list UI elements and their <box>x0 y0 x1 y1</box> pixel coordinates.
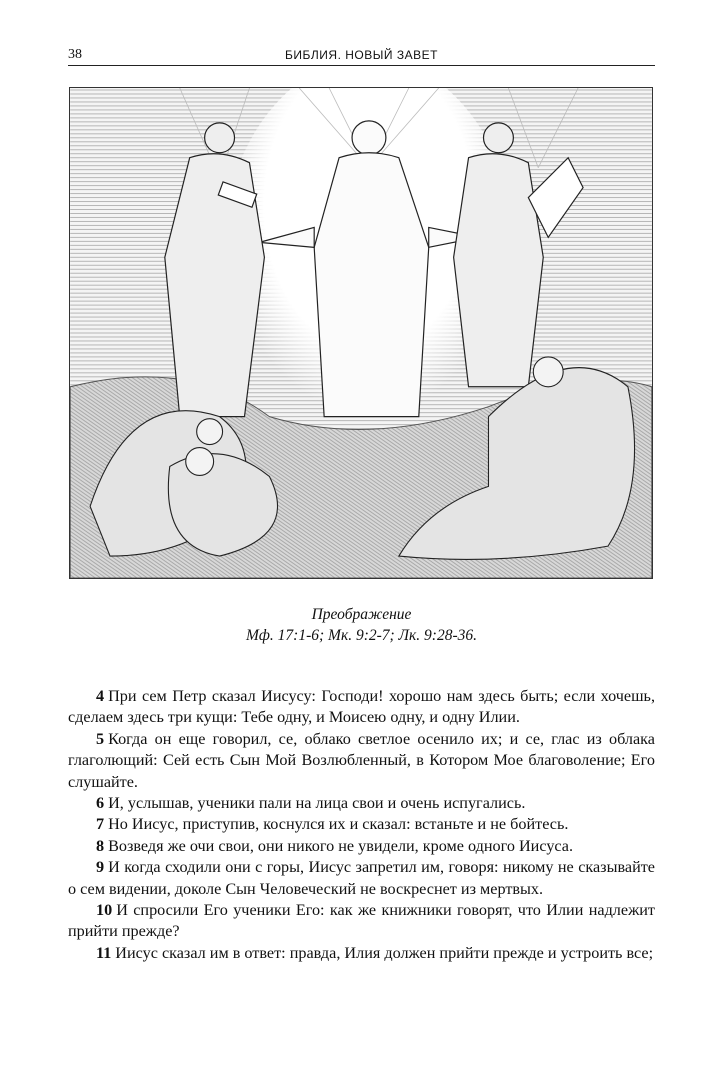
verse-paragraph <box>68 943 655 964</box>
verse-number: 10 <box>96 901 113 920</box>
verse-body: При сем Петр сказал Иисусу: Господи! хорошо нам здесь быть; если хочешь, сделаем здесь три кущи: Тебе одну, и Моисею одну, и одну Илии. <box>68 687 655 727</box>
running-title: БИБЛИЯ. НОВЫЙ ЗАВЕТ <box>285 48 438 62</box>
caption-references: Мф. 17:1-6; Мк. 9:2-7; Лк. 9:28-36. <box>246 627 477 644</box>
verse-paragraph <box>68 814 655 835</box>
verse-paragraph <box>68 686 655 729</box>
verse-number: 4 <box>96 687 105 705</box>
verse-body: Иисус сказал им в ответ: правда, Илия должен прийти прежде и устроить все; <box>115 943 654 962</box>
verse-number: 7 <box>96 815 105 834</box>
verse-number: 8 <box>96 836 105 855</box>
verse-text <box>68 686 655 964</box>
verse-body: Возведя же очи свои, они никого не увидели, кроме одного Иисуса. <box>108 836 574 855</box>
verse-paragraph <box>68 729 655 793</box>
verse-body: И спросили Его ученики Его: как же книжники говорят, что Илии надлежит прийти прежде? <box>68 901 655 941</box>
header-rule <box>68 65 655 66</box>
transfiguration-illustration <box>69 87 653 579</box>
verse-paragraph <box>68 836 655 857</box>
verse-number: 5 <box>96 729 105 748</box>
verse-body: Но Иисус, приступив, коснулся их и сказал: встаньте и не бойтесь. <box>108 815 569 834</box>
illustration-caption <box>68 604 655 646</box>
verse-body: И, услышав, ученики пали на лица свои и очень испугались. <box>108 794 526 813</box>
verse-body: Когда он еще говорил, се, облако светлое осенило их; и се, глас из облака глаголющий: Сей есть Сын Мой Возлюбленный, в Котором Мое благоволение; Его слушайте. <box>68 729 655 791</box>
page-header <box>68 44 655 66</box>
verse-number: 6 <box>96 794 105 813</box>
verse-paragraph <box>68 857 655 900</box>
caption-title: Преображение <box>311 606 412 623</box>
engraving-picture <box>70 88 652 578</box>
verse-body: И когда сходили они с горы, Иисус запретил им, говоря: никому не сказывайте о сем видении, доколе Сын Человеческий не воскреснет из мертвых. <box>68 858 655 898</box>
page-number: 38 <box>68 47 82 62</box>
verse-paragraph <box>68 900 655 943</box>
verse-paragraph <box>68 793 655 814</box>
verse-number: 11 <box>96 943 112 962</box>
verse-number: 9 <box>96 858 105 877</box>
